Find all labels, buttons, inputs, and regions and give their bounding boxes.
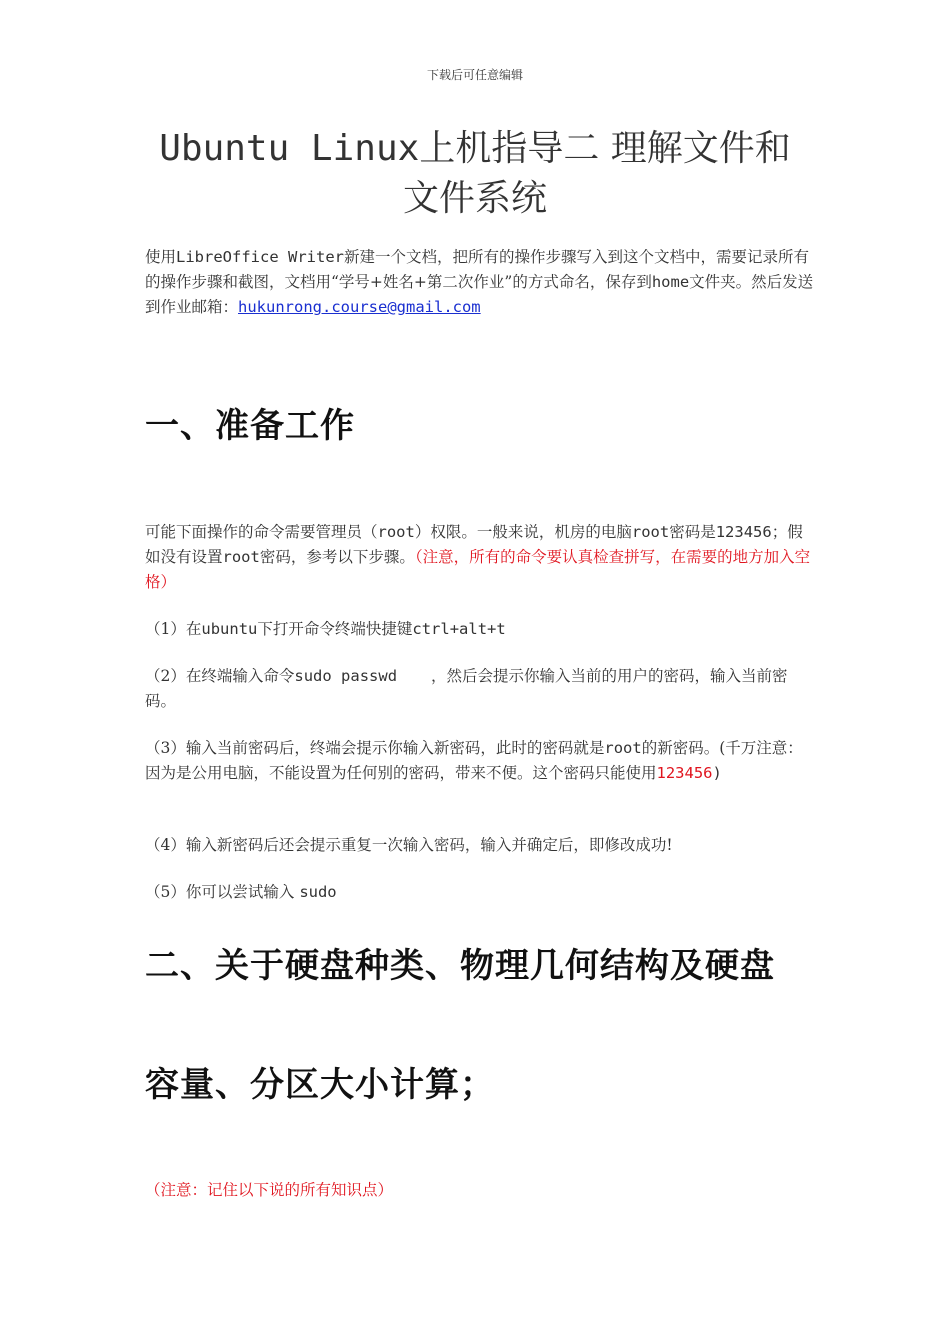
intro-app-name: LibreOffice Writer (176, 248, 344, 266)
section2-heading-line2: 容量、分区大小计算； (145, 1065, 495, 1105)
intro-text: 使用 (145, 248, 177, 266)
step-5 (145, 880, 815, 905)
title-line2: 文件系统 (402, 178, 547, 219)
section2-heading-line1: 二、关于硬盘种类、物理几何结构及硬盘 (145, 946, 775, 986)
step5-command: sudo (299, 883, 337, 901)
s1-root-3: root (222, 548, 260, 566)
title-mono-part: Ubuntu Linux (159, 128, 420, 169)
step-3 (145, 736, 815, 786)
step-4: （4）输入新密码后还会提示重复一次输入密码，输入并确定后，即修改成功! (145, 836, 673, 854)
s1-text-2: ）权限。一般来说，机房的电脑 (414, 523, 632, 541)
step1-shortcut: ctrl+alt+t (412, 620, 506, 638)
step3-text-2: 的新密码。(千万注意：因为是公用电脑，不能设置为任何别的密码，带来不便。这个密码只能使用 (145, 739, 803, 782)
s1-root: root (377, 523, 415, 541)
intro-text-3: 文件夹。然后发送到作业邮箱： (145, 273, 814, 316)
step3-text: （3）输入当前密码后，终端会提示你输入新密码，此时的密码就是 (145, 739, 605, 757)
step3-close-paren: ) (712, 764, 722, 782)
section1-heading: 一、准备工作 (145, 406, 355, 446)
s1-root-2: root (631, 523, 670, 541)
s1-text-4: ；假如没有设置 (145, 523, 803, 566)
s1-warning: （注意，所有的命令要认真检查拼写，在需要的地方加入空格） (145, 548, 811, 591)
intro-text-2: 新建一个文档，把所有的操作步骤写入到这个文档中，需要记录所有的操作步骤和截图，文档用“学号+姓名+第二次作业”的方式命名，保存到 (145, 248, 810, 291)
title-rest-part: 上机指导二 理解文件和 (419, 128, 791, 169)
s1-text-3: 密码是 (669, 523, 716, 541)
step1-ubuntu: ubuntu (201, 620, 258, 638)
step5-text: （5）你可以尝试输入 (145, 883, 295, 901)
step3-root: root (604, 739, 642, 757)
s1-text-5: 密码，参考以下步骤。 (259, 548, 415, 566)
header-note: 下载后可任意编辑 (426, 68, 523, 82)
step2-command: sudo passwd (294, 667, 398, 685)
intro-paragraph (145, 245, 815, 320)
intro-folder: home (651, 273, 690, 291)
step1-text-2: 下打开命令终端快捷键 (257, 620, 413, 638)
step2-text-2: ，然后会提示你输入当前的用户的密码，输入当前密码。 (145, 667, 788, 710)
step-1 (145, 617, 815, 642)
document-title (120, 124, 830, 224)
step2-text: （2）在终端输入命令 (145, 667, 295, 685)
section2-note: （注意：记住以下说的所有知识点） (145, 1181, 394, 1199)
section1-paragraph (145, 520, 815, 595)
step1-text: （1）在 (145, 620, 202, 638)
step3-password: 123456 (656, 764, 713, 782)
email-link[interactable]: hukunrong.course@gmail.com (238, 298, 481, 316)
s1-password: 123456 (715, 523, 772, 541)
s1-text: 可能下面操作的命令需要管理员（ (145, 523, 378, 541)
step-2 (145, 664, 815, 714)
